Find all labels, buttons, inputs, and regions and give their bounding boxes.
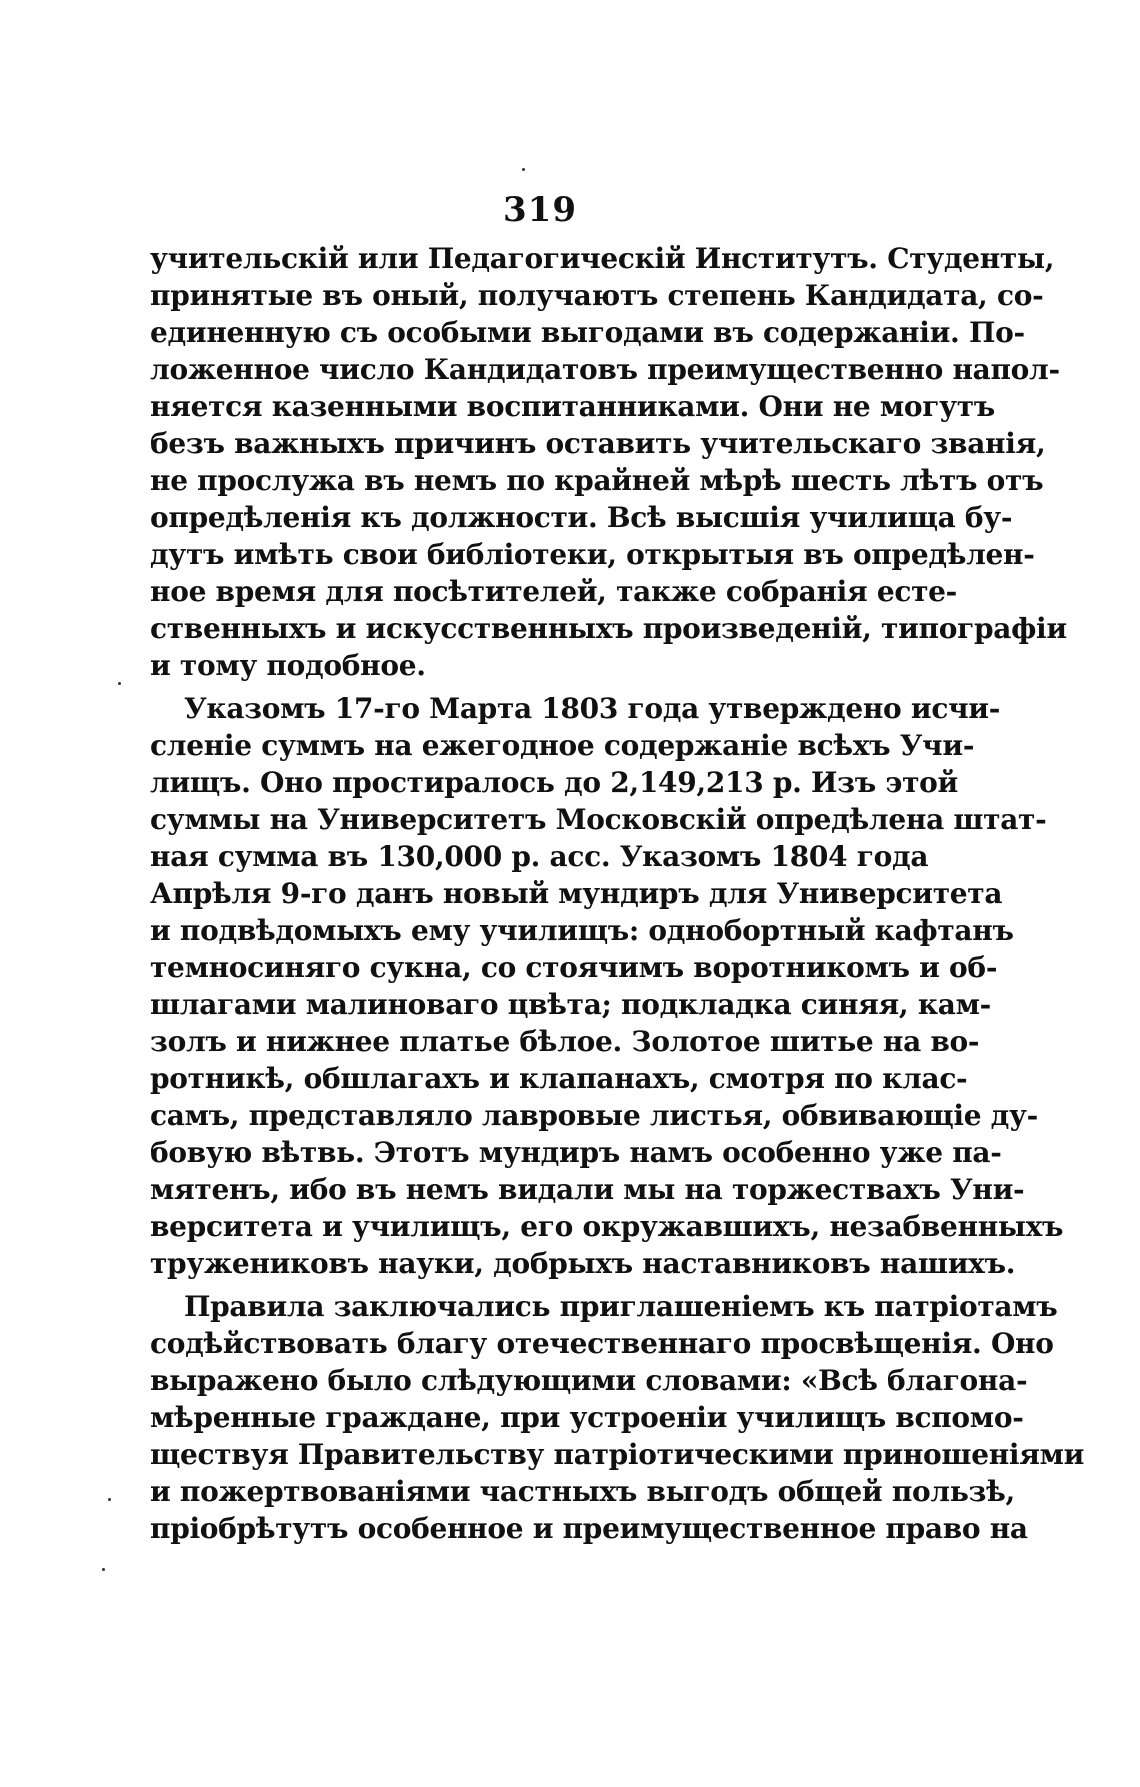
text-line: Апрѣля 9-го данъ новый мундиръ для Университета (150, 877, 1003, 910)
text-line: ротникѣ, обшлагахъ и клапанахъ, смотря по клас- (150, 1062, 968, 1095)
text-line: Правила заключались приглашеніемъ къ патріотамъ (184, 1290, 1058, 1323)
text-line: безъ важныхъ причинъ оставить учительскаго званія, (150, 427, 1046, 460)
text-line: и подвѣдомыхъ ему училищъ: однобортный кафтанъ (150, 914, 1014, 947)
text-line: единенную съ особыми выгодами въ содержаніи. По- (150, 316, 1025, 349)
text-line: бовую вѣтвь. Этотъ мундиръ намъ особенно уже па- (150, 1136, 1002, 1169)
text-line: суммы на Университетъ Московскій опредѣлена штат- (150, 803, 1047, 836)
scan-speck (522, 168, 525, 171)
text-line: тружениковъ науки, добрыхъ наставниковъ нашихъ. (150, 1247, 1016, 1280)
text-line: верситета и училищъ, его окружавшихъ, незабвенныхъ (150, 1210, 1064, 1243)
text-line: лищъ. Оно простиралось до 2,149,213 р. Изъ этой (150, 766, 959, 799)
text-line: мѣренные граждане, при устроеніи училищъ вспомо- (150, 1401, 1024, 1434)
paragraph-2 (150, 690, 1064, 1282)
scan-speck (108, 1498, 111, 1501)
paragraph-1 (150, 240, 1067, 684)
text-line: учительскій или Педагогическій Институтъ. Студенты, (150, 242, 1055, 275)
text-line: Указомъ 17-го Марта 1803 года утверждено исчи- (184, 692, 1001, 725)
text-line: содѣйствовать благу отечественнаго просвѣщенія. Оно (150, 1327, 1054, 1360)
text-line: ложенное число Кандидатовъ преимущественно напол- (150, 353, 1060, 386)
page-number: 319 (503, 190, 577, 230)
text-line: дутъ имѣть свои библіотеки, открытыя въ опредѣлен- (150, 538, 1035, 571)
scan-speck (118, 682, 121, 685)
text-line: мятенъ, ибо въ немъ видали мы на торжествахъ Уни- (150, 1173, 1025, 1206)
text-line: ществуя Правительству патріотическими приношеніями (150, 1438, 1085, 1471)
text-line: принятые въ оный, получаютъ степень Кандидата, со- (150, 279, 1044, 312)
body-text (150, 240, 1085, 1547)
text-line: ная сумма въ 130,000 р. асс. Указомъ 1804 года (150, 840, 929, 873)
text-line: няется казенными воспитанниками. Они не могутъ (150, 390, 995, 423)
text-line: и пожертвованіями частныхъ выгодъ общей пользѣ, (150, 1475, 1015, 1508)
paragraph-3 (150, 1288, 1085, 1547)
text-line: опредѣленія къ должности. Всѣ высшія училища бу- (150, 501, 1013, 534)
text-line: шлагами малиноваго цвѣта; подкладка синяя, кам- (150, 988, 991, 1021)
text-line: сленіе суммъ на ежегодное содержаніе всѣхъ Учи- (150, 729, 975, 762)
scan-speck (102, 1568, 105, 1571)
text-line: выражено было слѣдующими словами: «Всѣ благона- (150, 1364, 1028, 1397)
text-line: не прослужа въ немъ по крайней мѣрѣ шесть лѣтъ отъ (150, 464, 1044, 497)
text-line: ственныхъ и искусственныхъ произведеній, типографіи (150, 612, 1067, 645)
text-line: золъ и нижнее платье бѣлое. Золотое шитье на во- (150, 1025, 980, 1058)
text-line: ное время для посѣтителей, также собранія есте- (150, 575, 957, 608)
text-line: темносиняго сукна, со стоячимъ воротникомъ и об- (150, 951, 998, 984)
text-line: самъ, представляло лавровые листья, обвивающіе ду- (150, 1099, 1038, 1132)
text-line: пріобрѣтутъ особенное и преимущественное право на (150, 1512, 1028, 1545)
text-line: и тому подобное. (150, 649, 426, 682)
